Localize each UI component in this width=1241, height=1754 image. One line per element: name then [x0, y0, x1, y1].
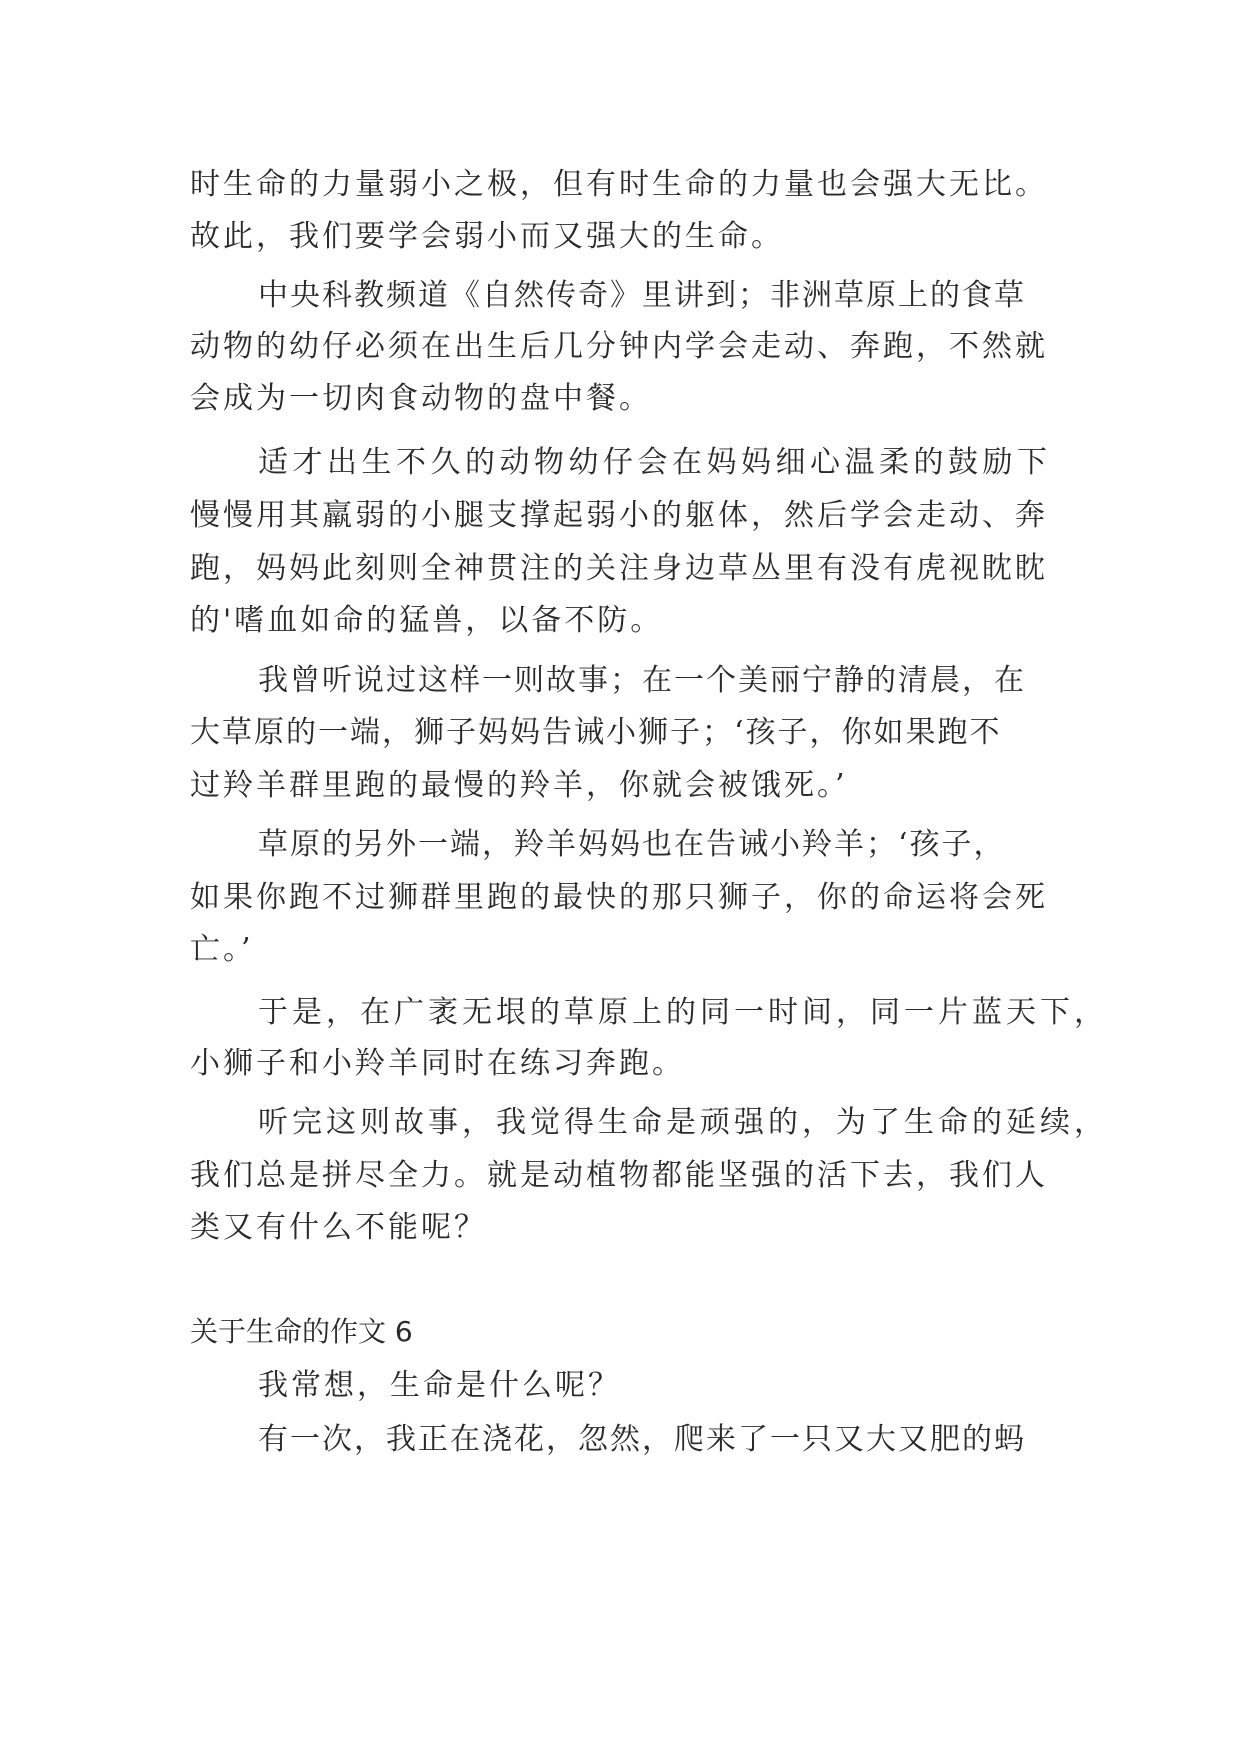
paragraph-line: 有一次，我正在浇花，忽然，爬来了一只又大又肥的蚂 [258, 1422, 1026, 1457]
paragraph-line: 中央科教频道《自然传奇》里讲到；非洲草原上的食草 [258, 278, 1026, 313]
paragraph-line: 我们总是拼尽全力。就是动植物都能坚强的活下去，我们人 [190, 1158, 1048, 1193]
section-title: 关于生命的作文 6 [190, 1315, 413, 1348]
paragraph-line: 跑，妈妈此刻则全神贯注的关注身边草丛里有没有虎视眈眈 [190, 551, 1048, 586]
paragraph-line: 小狮子和小羚羊同时在练习奔跑。 [190, 1046, 685, 1081]
paragraph-line: 慢慢用其羸弱的小腿支撑起弱小的躯体，然后学会走动、奔 [190, 498, 1048, 533]
paragraph-line: 过羚羊群里跑的最慢的羚羊，你就会被饿死。’ [190, 768, 848, 803]
paragraph-line: 如果你跑不过狮群里跑的最快的那只狮子，你的命运将会死 [190, 880, 1048, 915]
paragraph-line: 时生命的力量弱小之极，但有时生命的力量也会强大无比。 [190, 167, 1048, 202]
paragraph-line: 会成为一切肉食动物的盘中餐。 [190, 381, 652, 416]
paragraph-line: 动物的幼仔必须在出生后几分钟内学会走动、奔跑，不然就 [190, 329, 1048, 364]
paragraph-line: 大草原的一端，狮子妈妈告诫小狮子；‘孩子，你如果跑不 [190, 715, 1002, 750]
paragraph-line: 草原的另外一端，羚羊妈妈也在告诫小羚羊；‘孩子， [258, 827, 1006, 862]
paragraph-line: 听完这则故事，我觉得生命是顽强的，为了生命的延续， [258, 1105, 1108, 1140]
paragraph-line: 于是，在广袤无垠的草原上的同一时间，同一片蓝天下， [258, 995, 1108, 1030]
paragraph-line: 亡。’ [190, 932, 254, 967]
paragraph-line: 我常想，生命是什么呢？ [258, 1368, 621, 1403]
paragraph-line: 故此，我们要学会弱小而又强大的生命。 [190, 219, 784, 254]
paragraph-line: 适才出生不久的动物幼仔会在妈妈细心温柔的鼓励下 [258, 445, 1052, 480]
paragraph-line: 类又有什么不能呢？ [190, 1210, 487, 1245]
paragraph-line: 的'嗜血如命的猛兽，以备不防。 [190, 603, 664, 638]
paragraph-line: 我曾听说过这样一则故事；在一个美丽宁静的清晨，在 [258, 663, 1026, 698]
